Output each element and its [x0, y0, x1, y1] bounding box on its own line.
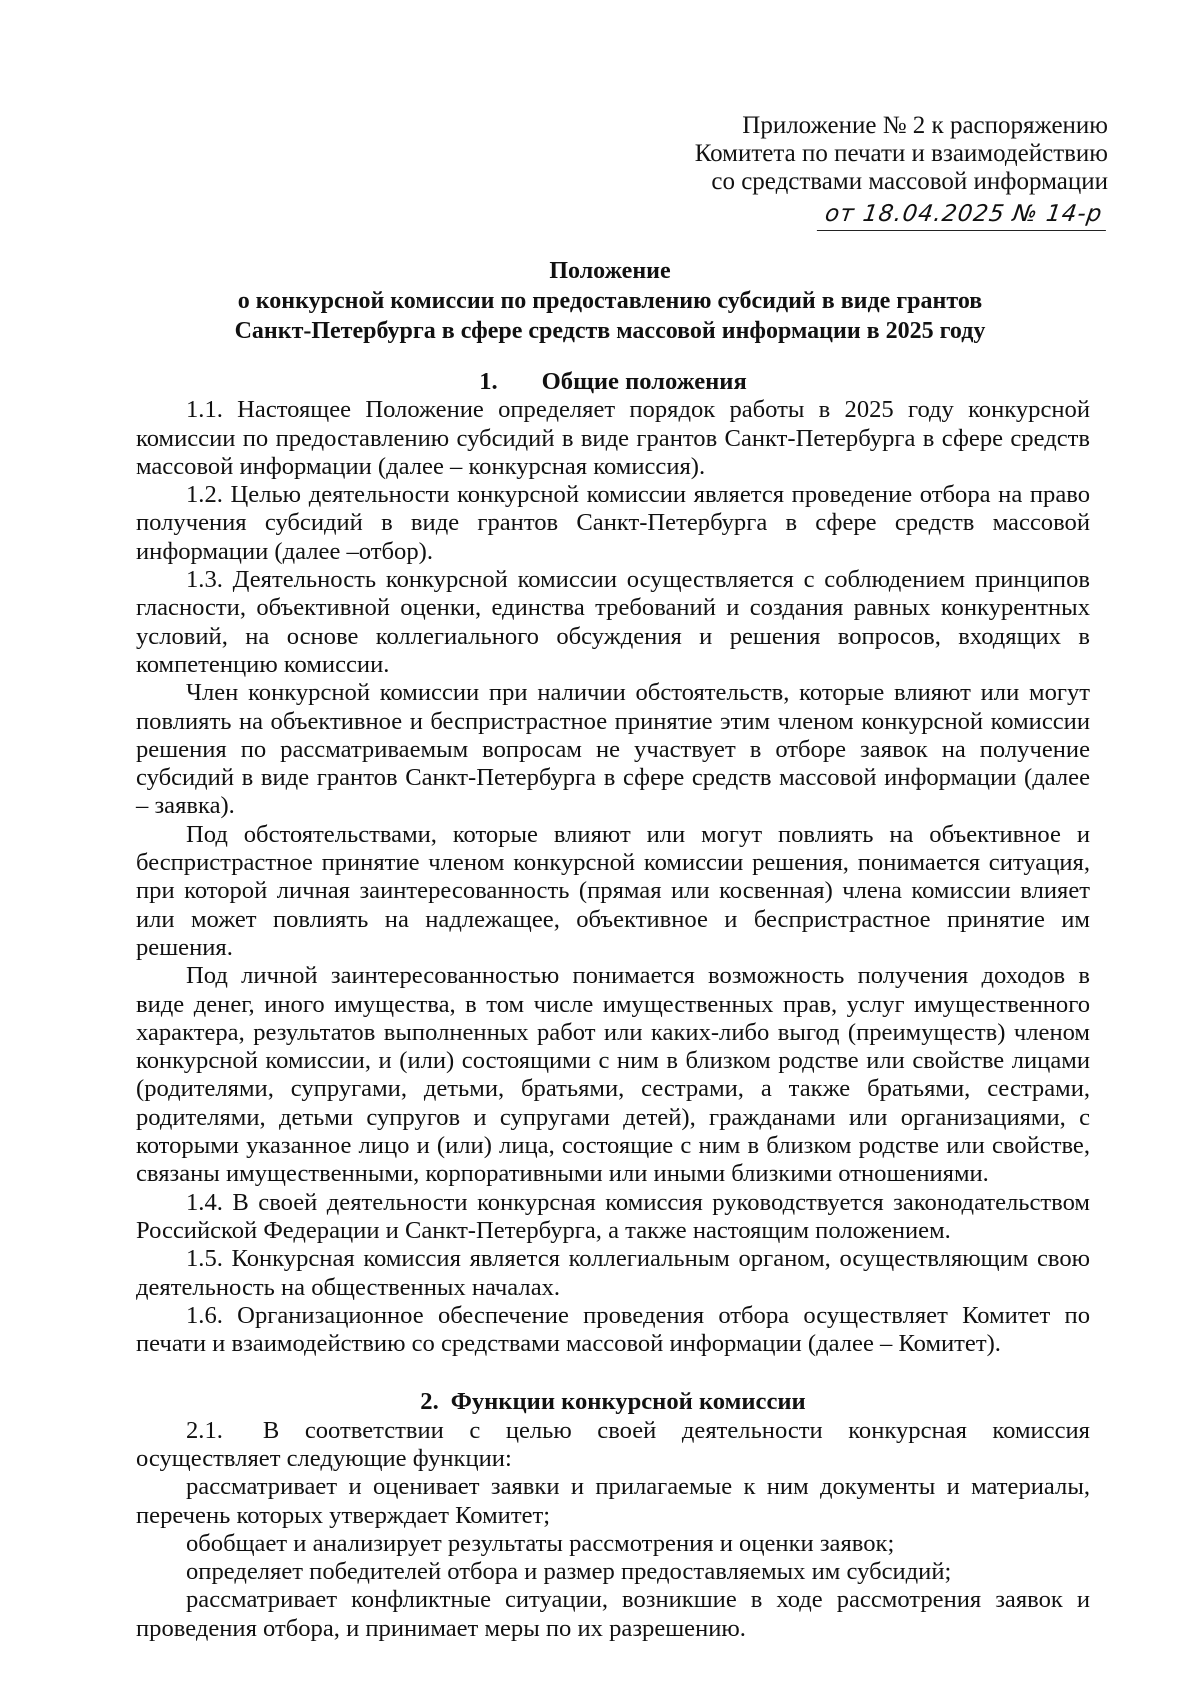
function-1: рассматривает и оценивает заявки и прилагаемые к ним документы и материалы, перечень которых утверждает Комитет;	[136, 1473, 1090, 1529]
item-2-1-number: 2.1.	[186, 1416, 223, 1444]
paragraph-1-2: 1.2. Целью деятельности конкурсной комиссии является проведение отбора на право получения субсидий в виде грантов Санкт-Петербурга в сфере средств массовой информации (далее –отбор).	[136, 481, 1090, 565]
function-2: обобщает и анализирует результаты рассмотрения и оценки заявок;	[186, 1529, 895, 1557]
appendix-line-1: Приложение № 2 к распоряжению	[742, 112, 1108, 139]
document-body	[136, 368, 1090, 1643]
paragraph-1-4: 1.4. В своей деятельности конкурсная комиссия руководствуется законодательством Российской Федерации и Санкт-Петербурга, а также настоящим положением.	[136, 1188, 1090, 1244]
section-2-number: 2.	[420, 1388, 439, 1416]
paragraph-member: Член конкурсной комиссии при наличии обстоятельств, которые влияют или могут повлиять на объективное и беспристрастное принятие этим членом конкурсной комиссии решения по рассматриваемым вопросам не участвует в отборе заявок на получение субсидий в виде грантов Санкт-Петербурга в сфере средств массовой информации (далее – заявка).	[136, 679, 1090, 820]
appendix-line-3: со средствами массовой информации	[711, 168, 1108, 195]
paragraph-1-6: 1.6. Организационное обеспечение проведения отбора осуществляет Комитет по печати и взаимодействию со средствами массовой информации (далее – Комитет).	[136, 1301, 1090, 1358]
title-line-2: о конкурсной комиссии по предоставлению субсидий в виде грантов	[237, 288, 983, 314]
section-2-heading	[136, 1388, 1090, 1416]
paragraph-1-5: 1.5. Конкурсная комиссия является коллегиальным органом, осуществляющим свою деятельность на общественных началах.	[136, 1245, 1090, 1301]
section-2-title: Функции конкурсной комиссии	[450, 1388, 806, 1416]
document-title	[130, 256, 1090, 346]
section-1-heading	[136, 368, 1090, 396]
item-2-1-text: В соответствии с целью своей деятельности конкурсная комиссия осуществляет следующие функции:	[136, 1416, 1090, 1472]
handwritten-date-number: от 18.04.2025 № 14-р	[817, 200, 1111, 231]
appendix-line-2: Комитета по печати и взаимодействию	[694, 140, 1108, 167]
function-4: рассматривает конфликтные ситуации, возникшие в ходе рассмотрения заявок и проведения отбора, и принимает меры по их разрешению.	[136, 1586, 1090, 1642]
section-1-number: 1.	[479, 368, 498, 395]
paragraph-1-1: 1.1. Настоящее Положение определяет порядок работы в 2025 году конкурсной комиссии по предоставлению субсидий в виде грантов Санкт-Петербурга в сфере средств массовой информации (далее – конкурсная комиссия).	[136, 396, 1090, 480]
title-line-1: Положение	[549, 258, 671, 284]
function-3: определяет победителей отбора и размер предоставляемых им субсидий;	[186, 1558, 952, 1586]
section-1-title: Общие положения	[541, 368, 747, 395]
paragraph-1-3: 1.3. Деятельность конкурсной комиссии осуществляется с соблюдением принципов гласности, объективной оценки, единства требований и создания равных конкурентных условий, на основе коллегиального обсуждения и решения вопросов, входящих в компетенцию комиссии.	[136, 566, 1090, 678]
title-line-3: Санкт-Петербурга в сфере средств массовой информации в 2025 году	[234, 318, 986, 344]
appendix-header	[588, 112, 1108, 231]
paragraph-circumstances: Под обстоятельствами, которые влияют или могут повлиять на объективное и беспристрастное принятие членом конкурсной комиссии решения, понимается ситуация, при которой личная заинтересованность (прямая или косвенная) члена комиссии влияет или может повлиять на надлежащее, объективное и беспристрастное принятие им решения.	[136, 820, 1090, 961]
paragraph-interest: Под личной заинтересованностью понимается возможность получения доходов в виде денег, иного имущества, в том числе имущественных прав, услуг имущественного характера, результатов выполненных работ или каких-либо выгод (преимуществ) членом конкурсной комиссии, и (или) состоящими с ним в близком родстве или свойстве лицами (родителями, супругами, детьми, братьями, сестрами, а также братьями, сестрами, родителями, детьми супругов и супругами детей), гражданами или организациями, с которыми указанное лицо и (или) лица, состоящие с ним в близком родстве или свойстве, связаны имущественными, корпоративными или иными близкими отношениями.	[136, 962, 1090, 1188]
paragraph-2-1	[136, 1417, 1090, 1474]
